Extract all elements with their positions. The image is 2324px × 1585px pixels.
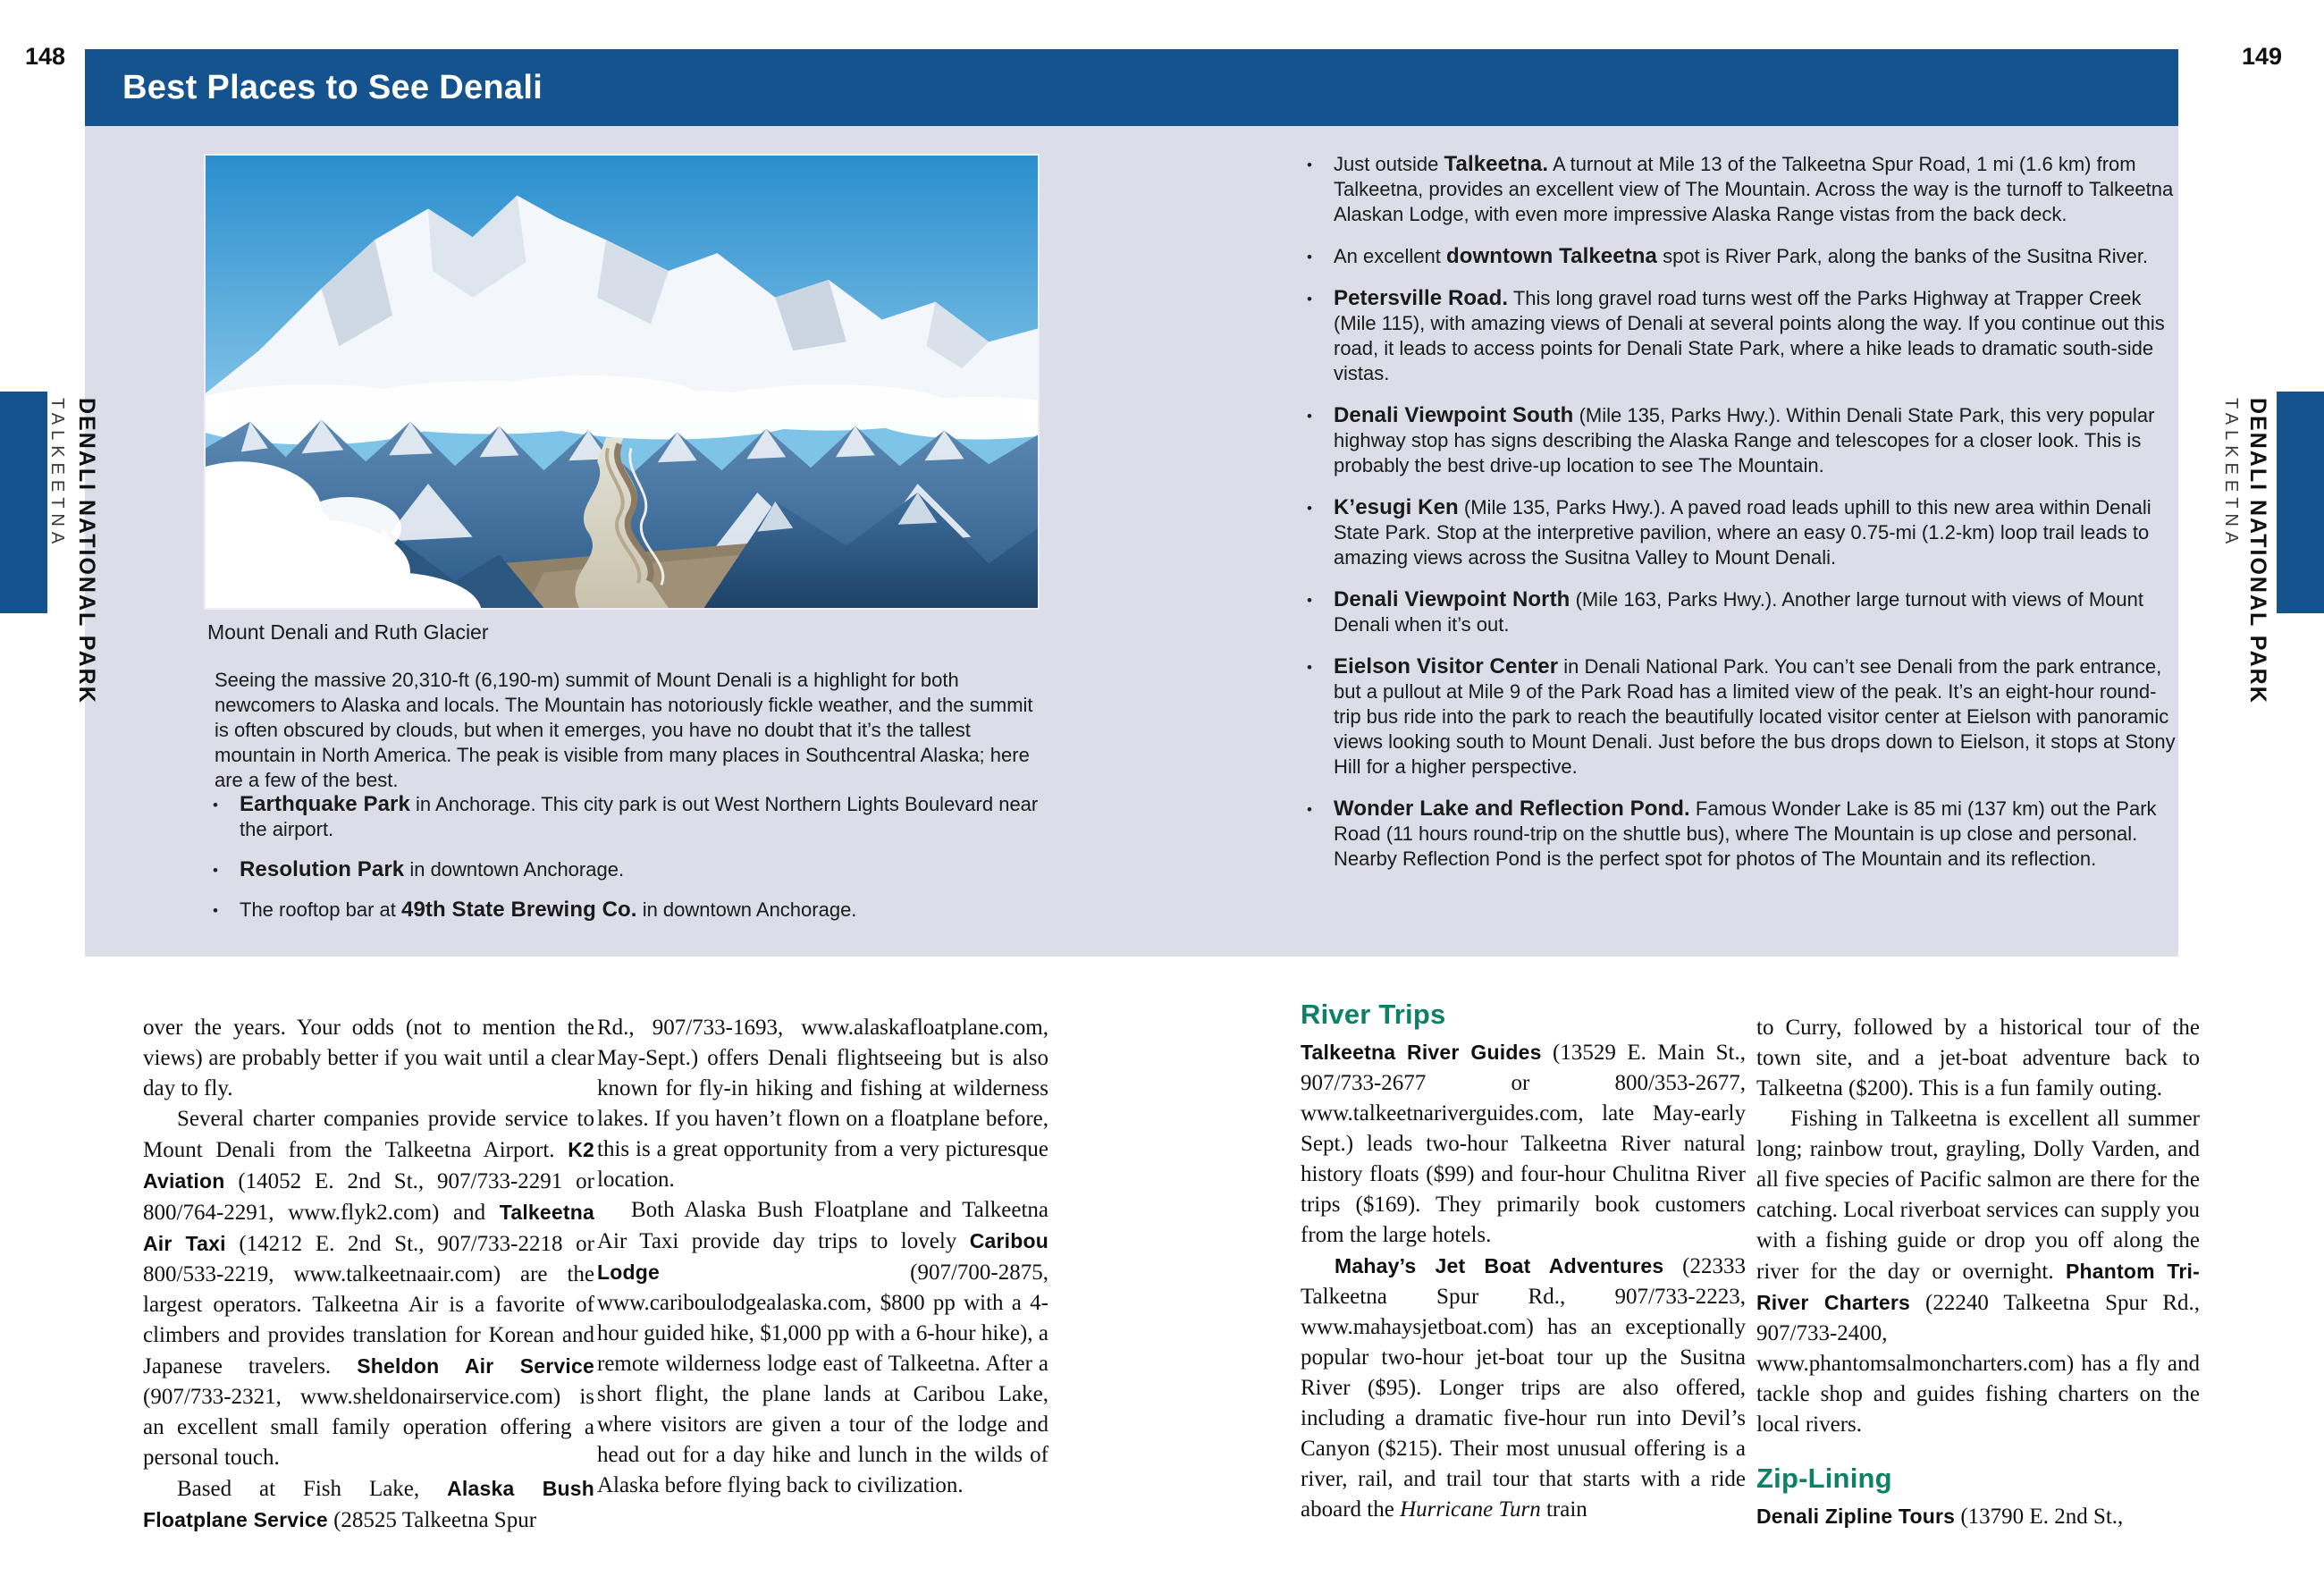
bullet-item: • Wonder Lake and Reflection Pond. Famous Wonder Lake is 85 mi (137 km) out the Park Road (11 hours round-trip on the shuttle bus), where The Mountain is up close and personal. Nearby Reflection Pond is the perfect spot for photos of The Mountain and its reflection. <box>1334 797 2181 872</box>
paragraph: Several charter companies provide service to Mount Denali from the Talkeetna Airport. K2 Aviation (14052 E. 2nd St., 907/733-2291 or 800/764-2291, www.flyk2.com) and Talkeetna Air Taxi (14212 E. 2nd St., 907/733-2218 or 800/533-2219, www.talkeetnaair.com) are the largest operators. Talkeetna Air is a favorite of climbers and provides translation for Korean and Japanese travelers. Sheldon Air Service (907/733-2321, www.sheldonairservice.com) is an excellent small family operation offering a personal touch. <box>143 1107 594 1470</box>
box-intro-paragraph: Seeing the massive 20,310-ft (6,190-m) summit of Mount Denali is a highlight for both newcomers to Alaska and locals. The Mountain has notoriously fickle weather, and the summit is often obscured by clouds, but when it emerges, you have no doubt that it’s the tallest mountain in North America. The peak is visible from many places in Southcentral Alaska; here are a few of the best. <box>215 669 1033 791</box>
bullet-item: • An excellent downtown Talkeetna spot is River Park, along the banks of the Susitna River. <box>1334 244 2181 269</box>
paragraph: Based at Fish Lake, Alaska Bush Floatplane Service (28525 Talkeetna Spur <box>143 1477 594 1532</box>
paragraph: over the years. Your odds (not to mention the views) are probably better if you wait until a clear day to fly. <box>143 1016 594 1100</box>
paragraph: Fishing in Talkeetna is excellent all summer long; rainbow trout, grayling, Dolly Varden, and all five species of Pacific salmon are there for the catching. Local riverboat services can supply you with a fishing guide or drop you off along the river for the day or overnight. Phantom Tri-River Charters (22240 Talkeetna Spur Rd., 907/733-2400, www.phantomsalmoncharters.com) has a fly and tackle shop and guides fishing charters on the local rivers. <box>1756 1107 2200 1437</box>
body-column-2 <box>597 1013 1048 1501</box>
heading-zip-lining: Zip-Lining <box>1756 1463 1892 1494</box>
body-column-4 <box>1756 1013 2200 1532</box>
chapter-label-left: DENALI NATIONAL PARK <box>74 398 99 704</box>
bullet-item: • K’esugi Ken (Mile 135, Parks Hwy.). A paved road leads uphill to this new area within Denali State Park. Stop at the interpretive pavilion, where an easy 0.75-mi (1.2-km) loop trail leads to amazing views across the Susitna Valley to Mount Denali. <box>1334 495 2181 570</box>
bullet-item: • Eielson Visitor Center in Denali National Park. You can’t see Denali from the park entrance, but a pullout at Mile 9 of the Park Road has a limited view of the peak. It’s an eight-hour round-trip bus ride into the park to reach the beautifully located visitor center at Eielson with panoramic views looking south to Mount Denali. Just before the bus drops down to Eielson, it stops at Stony Hill for a higher perspective. <box>1334 654 2181 780</box>
denali-photo-illustration <box>206 156 1038 608</box>
page-number-right: 149 <box>2242 43 2283 70</box>
bullet-item: • Denali Viewpoint North (Mile 163, Parks Hwy.). Another large turnout with views of Mount Denali when it’s out. <box>1334 587 2181 637</box>
left-bullet-list <box>240 792 1055 938</box>
paragraph: Both Alaska Bush Floatplane and Talkeetna Air Taxi provide day trips to lovely Caribou Lodge (907/700-2875, www.cariboulodgealaska.com, $800 pp with a 4-hour guided hike, $1,000 pp with a 6-hour hike), a remote wilderness lodge east of Talkeetna. After a short flight, the plane lands at Caribou Lake, where visitors are given a tour of the lodge and head out for a day hike and lunch in the wilds of Alaska before flying back to civilization. <box>597 1198 1048 1497</box>
paragraph: to Curry, followed by a historical tour of the town site, and a jet-boat adventure back to Talkeetna ($200). This is a fun family outing. <box>1756 1016 2200 1100</box>
bullet-item: • Just outside Talkeetna. A turnout at Mile 13 of the Talkeetna Spur Road, 1 mi (1.6 km) from Talkeetna, provides an excellent view of The Mountain. Across the way is the turnoff to Talkeetna Alaskan Lodge, with even more impressive Alaska Range vistas from the back deck. <box>1334 152 2181 227</box>
body-column-3 <box>1301 999 1746 1525</box>
section-label-right: TALKEETNA <box>2221 398 2241 550</box>
chapter-label-right: DENALI NATIONAL PARK <box>2245 398 2270 704</box>
paragraph: Rd., 907/733-1693, www.alaskafloatplane.com, May-Sept.) offers Denali flightseeing but is also known for fly-in hiking and fishing at wilderness lakes. If you haven’t flown on a floatplane before, this is a great opportunity from a very picturesque location. <box>597 1016 1048 1192</box>
denali-photo <box>204 154 1040 610</box>
section-title: Best Places to See Denali <box>122 69 543 106</box>
right-bullet-list <box>1334 152 2181 889</box>
paragraph: Talkeetna River Guides (13529 E. Main St., 907/733-2677 or 800/353-2677, www.talkeetnariverguides.com, late May-early Sept.) leads two-hour Talkeetna River natural history floats ($99) and four-hour Chulitna River trips ($169). They primarily book customers from the large hotels. <box>1301 1041 1746 1247</box>
body-column-1 <box>143 1013 594 1536</box>
paragraph: Mahay’s Jet Boat Adventures (22333 Talkeetna Spur Rd., 907/733-2223, www.mahaysjetboat.com) has an exceptionally popular two-hour jet-boat tour up the Susitna River ($95). Longer trips are also offered, including a dramatic five-hour run into Devil’s Canyon ($215). Their most unusual offering is a river, rail, and trail tour that starts with a ride aboard the Hurricane Turn train <box>1301 1254 1747 1522</box>
thumb-tab-left <box>0 392 47 613</box>
bullet-item: • Resolution Park in downtown Anchorage. <box>240 857 1055 882</box>
paragraph: Denali Zipline Tours (13790 E. 2nd St., <box>1756 1505 2124 1529</box>
heading-river-trips: River Trips <box>1301 999 1446 1030</box>
bullet-item: • Earthquake Park in Anchorage. This city park is out West Northern Lights Boulevard near the airport. <box>240 792 1055 842</box>
bullet-item: • Petersville Road. This long gravel road turns west off the Parks Highway at Trapper Creek (Mile 115), with amazing views of Denali at several points along the way. If you continue out this road, it leads to access points for Denali State Park, where a hike leads to dramatic south-side vistas. <box>1334 286 2181 386</box>
section-label-left: TALKEETNA <box>47 398 67 550</box>
page-number-left: 148 <box>25 43 66 70</box>
bullet-item: • Denali Viewpoint South (Mile 135, Parks Hwy.). Within Denali State Park, this very popular highway stop has signs describing the Alaska Range and telescopes for a closer look. This is probably the best drive-up location to see The Mountain. <box>1334 403 2181 478</box>
section-header-bar <box>85 49 2178 126</box>
photo-caption: Mount Denali and Ruth Glacier <box>207 620 489 644</box>
bullet-item: • The rooftop bar at 49th State Brewing Co. in downtown Anchorage. <box>240 898 1055 923</box>
thumb-tab-right <box>2277 392 2324 613</box>
